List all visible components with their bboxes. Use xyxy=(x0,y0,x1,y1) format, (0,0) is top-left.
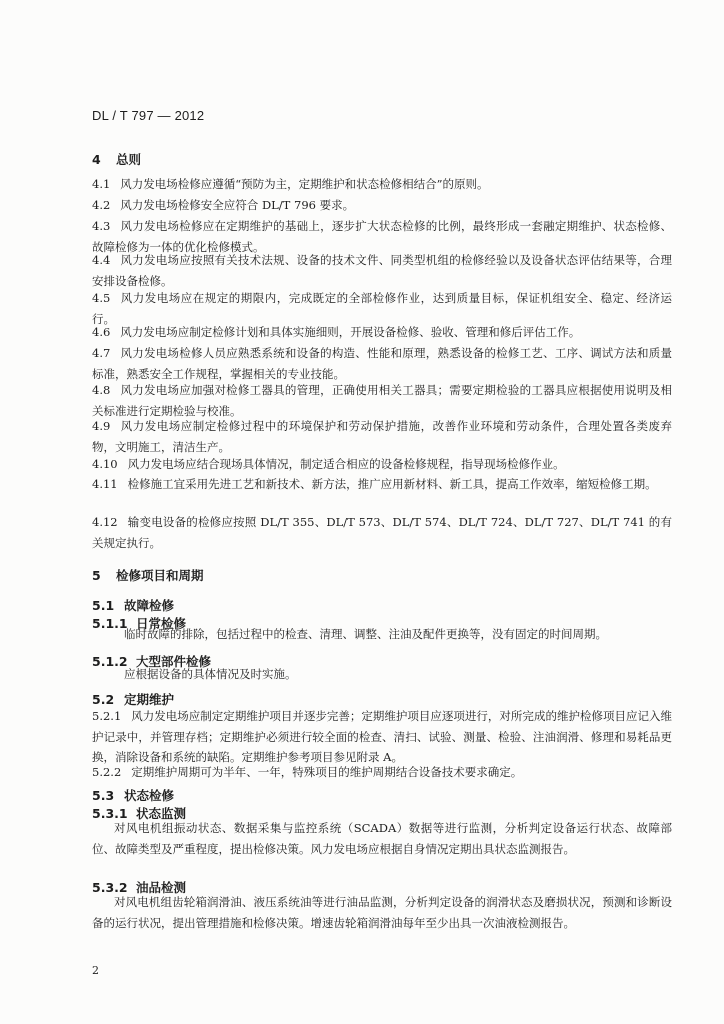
clause-text: 风力发电场应在规定的期限内，完成既定的全部检修作业，达到质量目标，保证机组安全、稳定、经济运行。 xyxy=(92,291,672,326)
clause-number: 4.1 xyxy=(92,177,111,191)
clause-5-1-1-text: 临时故障的排除，包括过程中的检查、清理、调整、注油及配件更换等，没有固定的时间周期。 xyxy=(124,627,607,641)
section-number: 4 xyxy=(92,152,101,167)
section-title: 大型部件检修 xyxy=(136,654,212,669)
section-number: 5.3 xyxy=(92,788,115,803)
section-number: 5.1.2 xyxy=(92,654,128,669)
clause-text: 风力发电场应制定检修过程中的环境保护和劳动保护措施，改善作业环境和劳动条件，合理处置各类废弃物，文明施工，清洁生产。 xyxy=(92,419,672,454)
clause-number: 4.10 xyxy=(92,457,118,471)
clause-text: 风力发电场应制定检修计划和具体实施细则，开展设备检修、验收、管理和修后评估工作。 xyxy=(120,325,581,339)
section-title: 总则 xyxy=(116,152,142,167)
clause-4-11 xyxy=(92,474,672,495)
clause-5-3-1-text: 对风电机组振动状态、数据采集与监控系统（SCADA）数据等进行监测，分析判定设备运行状态、故障部位、故障类型及严重程度，提出检修决策。风力发电场应根据自身情况定期出具状态监测报告。 xyxy=(92,821,672,856)
clause-text: 风力发电场检修应遵循“预防为主，定期维护和状态检修相结合”的原则。 xyxy=(120,177,489,191)
standard-code: DL / T 797 — 2012 xyxy=(92,108,205,123)
clause-4-4 xyxy=(92,250,672,291)
section-title: 故障检修 xyxy=(124,598,175,613)
section-title: 油品检测 xyxy=(136,880,187,895)
section-number: 5.2 xyxy=(92,692,115,707)
clause-number: 4.6 xyxy=(92,325,111,339)
section-number: 5 xyxy=(92,568,101,583)
section-title: 日常检修 xyxy=(136,616,187,631)
section-number: 5.3.1 xyxy=(92,806,128,821)
clause-number: 4.8 xyxy=(92,383,111,397)
clause-text: 风力发电场应加强对检修工器具的管理，正确使用相关工器具；需要定期检验的工器具应根据使用说明及相关标准进行定期检验与校准。 xyxy=(92,383,672,418)
clause-text: 风力发电场应按照有关技术法规、设备的技术文件、同类型机组的检修经验以及设备状态评估结果等，合理安排设备检修。 xyxy=(92,253,672,288)
clause-text: 风力发电场应制定定期维护项目并逐步完善；定期维护项目应逐项进行，对所完成的维护检修项目应记入维护记录中，并管理存档；定期维护必须进行较全面的检查、清扫、试验、测量、检验、注油润滑、修理和易耗品更换，消除设备和系统的缺陷。定期维护参考项目参见附录 A。 xyxy=(92,709,672,764)
section-5-3-heading xyxy=(92,786,174,804)
clause-4-9 xyxy=(92,416,672,457)
clause-text: 风力发电场检修应在定期维护的基础上，逐步扩大状态检修的比例，最终形成一套融定期维护、状态检修、故障检修为一体的优化检修模式。 xyxy=(92,219,672,254)
section-title: 定期维护 xyxy=(124,692,175,707)
section-number: 5.1 xyxy=(92,598,115,613)
clause-number: 4.7 xyxy=(92,346,111,360)
clause-5-3-2-text: 对风电机组齿轮箱润滑油、液压系统油等进行油品监测，分析判定设备的润滑状态及磨损状况，预测和诊断设备的运行状况，提出管理措施和检修决策。增速齿轮箱润滑油每年至少出具一次油液检测报告。 xyxy=(92,895,672,930)
section-title: 检修项目和周期 xyxy=(116,568,204,583)
clause-text: 风力发电场检修人员应熟悉系统和设备的构造、性能和原理，熟悉设备的检修工艺、工序、调试方法和质量标准，熟悉安全工作规程，掌握相关的专业技能。 xyxy=(92,346,672,381)
clause-4-7 xyxy=(92,343,672,384)
clause-4-12 xyxy=(92,512,672,553)
clause-4-6 xyxy=(92,322,672,343)
page-number: 2 xyxy=(92,964,99,977)
clause-4-2 xyxy=(92,195,672,216)
clause-number: 5.2.1 xyxy=(92,709,122,723)
clause-text: 检修施工宜采用先进工艺和新技术、新方法，推广应用新材料、新工具，提高工作效率，缩短检修工期。 xyxy=(127,477,657,491)
clause-text: 定期维护周期可为半年、一年，特殊项目的维护周期结合设备技术要求确定。 xyxy=(131,765,523,779)
clause-number: 4.3 xyxy=(92,219,111,233)
section-5-1-heading xyxy=(92,596,174,614)
clause-4-10 xyxy=(92,454,672,475)
clause-number: 4.2 xyxy=(92,198,111,212)
section-number: 5.1.1 xyxy=(92,616,128,631)
clause-5-1-2-text: 应根据设备的具体情况及时实施。 xyxy=(124,667,297,681)
section-title: 状态检修 xyxy=(124,788,175,803)
section-5-heading xyxy=(92,566,204,584)
clause-5-2-2 xyxy=(92,762,672,783)
clause-4-8 xyxy=(92,380,672,421)
clause-text: 风力发电场检修安全应符合 DL/T 796 要求。 xyxy=(120,198,355,212)
clause-number: 4.5 xyxy=(92,291,111,305)
clause-5-2-1 xyxy=(92,706,672,768)
clause-text: 风力发电场应结合现场具体情况，制定适合相应的设备检修规程，指导现场检修作业。 xyxy=(127,457,565,471)
clause-4-1 xyxy=(92,174,672,195)
clause-number: 5.2.2 xyxy=(92,765,122,779)
clause-number: 4.4 xyxy=(92,253,111,267)
clause-text: 输变电设备的检修应按照 DL/T 355、DL/T 573、DL/T 574、DL/T 724、DL/T 727、DL/T 741 的有关规定执行。 xyxy=(92,515,672,550)
section-4-heading xyxy=(92,150,141,168)
clause-number: 4.11 xyxy=(92,477,118,491)
section-title: 状态监测 xyxy=(136,806,187,821)
clause-number: 4.12 xyxy=(92,515,118,529)
section-number: 5.3.2 xyxy=(92,880,128,895)
clause-number: 4.9 xyxy=(92,419,111,433)
